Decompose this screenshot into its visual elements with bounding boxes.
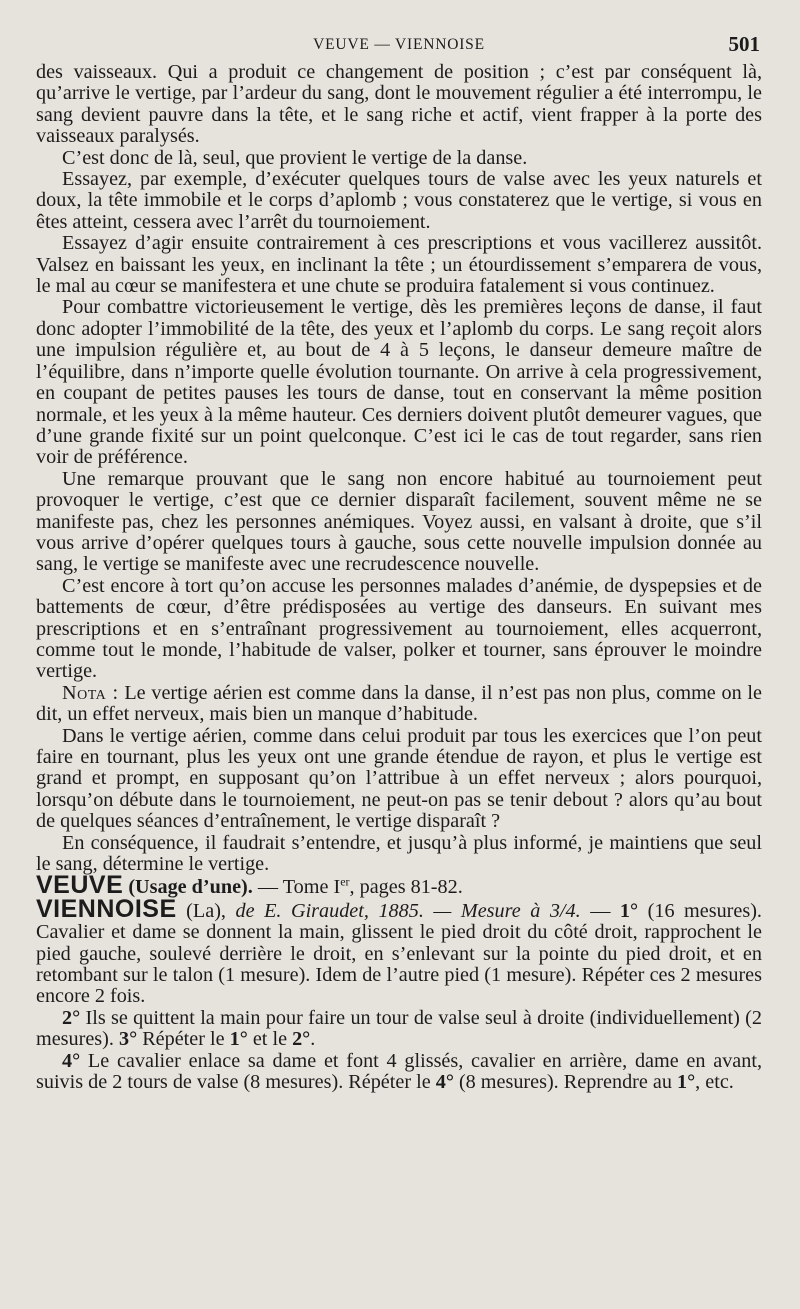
- entry-viennoise: VIENNOISE (La), de E. Giraudet, 1885. — Mesure à 3/4. — 1° (16 mesures). Cavalier et dame se donnent la main, glissent le pied droit du côté droit, rapprochent le pied gauche, soulevé derrière le droit, en s’enlevant sur la pointe du pied droit, et en retombant sur le talon (1 mesure). Idem de l’autre pied (1 mesure). Répéter ces 2 mesures encore 2 fois.: [36, 894, 762, 1008]
- headword-veuve: VEUVE: [36, 871, 124, 900]
- step-2-3: [36, 1008, 762, 1051]
- entry-veuve-ref-pages: , pages 81-82.: [349, 876, 463, 899]
- page-number: 501: [728, 32, 760, 56]
- step-2-number: 2°: [62, 1006, 81, 1029]
- paragraph: En conséquence, il faudrait s’entendre, et jusqu’à plus informé, je maintiens que seul le sang, détermine le vertige.: [36, 831, 762, 876]
- step-4-ref: 4°: [435, 1071, 454, 1094]
- entry-veuve-head: (Usage d’une).: [128, 876, 253, 899]
- paragraph: Essayez, par exemple, d’exécuter quelques tours de valse avec les yeux naturels et doux, la tête immobile et le corps d’aplomb ; vous constaterez que le vertige, si vous en êtes atteint, cessera avec l’arrêt du tournoiement.: [36, 168, 762, 233]
- paragraph: C’est donc de là, seul, que provient le vertige de la danse.: [62, 146, 528, 169]
- step-3-mid: et le: [247, 1028, 293, 1051]
- paragraph: Une remarque prouvant que le sang non encore habitué au tournoiement peut provoquer le vertige, c’est que ce dernier disparaît facilement, souvent même ne se manifeste pas, chez les personnes anémiques. Voyez aussi, en valsant à droite, que s’il vous arrive d’opérer quelques tours à gauche, sous cette nouvelle impulsion donnée au sang, le vertige se manifeste avec une recrudescence nouvelle.: [36, 467, 762, 576]
- step-3-text: Répéter le: [137, 1028, 230, 1051]
- entry-veuve-ref-sup: er: [340, 874, 350, 889]
- nota-text: Le vertige aérien est comme dans la danse, il n’est pas non plus, comme on le dit, un effet nerveux, mais bien un manque d’habitude.: [36, 681, 762, 726]
- step-1-number: 1°: [619, 899, 639, 922]
- entry-veuve-ref: — Tome I: [252, 876, 341, 899]
- paragraph: Dans le vertige aérien, comme dans celui produit par tous les exercices que l’on peut faire en tournant, plus les yeux ont une grande étendue de rayon, et plus le vertige est grand et prompt, en supposant qu’on l’attribue à un effet nerveux ; alors pourquoi, lorsqu’on débute dans le tournoiement, ne peut-on pas se tenir debout ? alors qu’au bout de quelques séances d’entraînement, le vertige disparaît ?: [36, 724, 762, 833]
- step-3-number: 3°: [118, 1028, 138, 1051]
- step-4-number: 4°: [62, 1049, 81, 1072]
- step-3-end: .: [310, 1028, 316, 1051]
- step-4-text: Le cavalier enlace sa dame et font 4 glissés, cavalier en arrière, dame en avant, suivis de 2 tours de valse (8 mesures). Répéter le: [36, 1049, 762, 1094]
- page-header: [36, 34, 762, 62]
- step-4-ref-2: 1°: [677, 1071, 696, 1094]
- step-2-text: Ils se quittent la main pour faire un tour de valse seul à droite (individuellement) (2 mesures).: [36, 1006, 762, 1051]
- paragraph: Essayez d’agir ensuite contrairement à ces prescriptions et vous vacillerez aussitôt. Valsez en baissant les yeux, en inclinant la tête ; un étourdissement s’emparera de vous, le mal au cœur se manifestera et une chute se produira fatalement si vous continuez.: [36, 232, 762, 298]
- paragraph: Pour combattre victorieusement le vertige, dès les premières leçons de danse, il faut donc adopter l’immobilité de la tête, des yeux et l’aplomb du corps. Le sang reçoit alors une impulsion régulière et, au bout de 4 à 5 leçons, le danseur demeure maître de l’équilibre, dans n’importe quelle évolution tournante. On arrive à cela progressivement, en coupant de petites pauses les tours de danse, tout en conservant la même position normale, et les yeux à la même hauteur. Ces derniers doivent plutôt demeurer vagues, que d’une grande fixité sur un point quelconque. C’est ici le cas de tout regarder, sans rien voir de préférence.: [36, 296, 762, 469]
- entry-viennoise-article: (La),: [176, 899, 236, 922]
- step-3-ref-1: 1°: [229, 1028, 248, 1051]
- step-1-text: (16 mesures). Cavalier et dame se donnent la main, glissent le pied droit du côté droit, rapprochent le pied gauche, soulevé derrière le droit, en s’enlevant sur la pointe du pied droit, et en retombant sur le talon (1 mesure). Idem de l’autre pied (1 mesure). Répéter ces 2 mesures encore 2 fois.: [36, 899, 762, 1008]
- page-body: [36, 62, 762, 1094]
- entry-viennoise-source: de E. Giraudet, 1885. — Mesure à 3/4.: [235, 899, 581, 922]
- paragraph: C’est encore à tort qu’on accuse les personnes malades d’anémie, de dyspepsies et de battements de cœur, d’être prédisposées au vertige des danseurs. En suivant mes prescriptions et en s’entraînant progressivement au tournoiement, elles acquerront, comme tout le monde, l’habitude de valser, polker et tourner, sans éprouver le moindre vertige.: [36, 574, 762, 683]
- paragraph: des vaisseaux. Qui a produit ce changement de position ; c’est par conséquent là, qu’arrive le vertige, par l’ardeur du sang, dont le mouvement régulier a été interrompu, le sang devient pauvre dans la tête, et le sang riche et actif, vient frapper à la porte des vaisseaux paralysés.: [36, 61, 762, 148]
- headword-viennoise: VIENNOISE: [36, 894, 177, 923]
- step-4: [36, 1051, 762, 1094]
- running-head: VEUVE — VIENNOISE: [313, 36, 485, 53]
- nota-label: Nota :: [62, 681, 119, 704]
- step-4-mid: (8 mesures). Reprendre au: [453, 1071, 677, 1094]
- step-3-ref-2: 2°: [292, 1028, 311, 1051]
- nota-paragraph: [36, 683, 762, 726]
- step-4-end: , etc.: [695, 1071, 734, 1094]
